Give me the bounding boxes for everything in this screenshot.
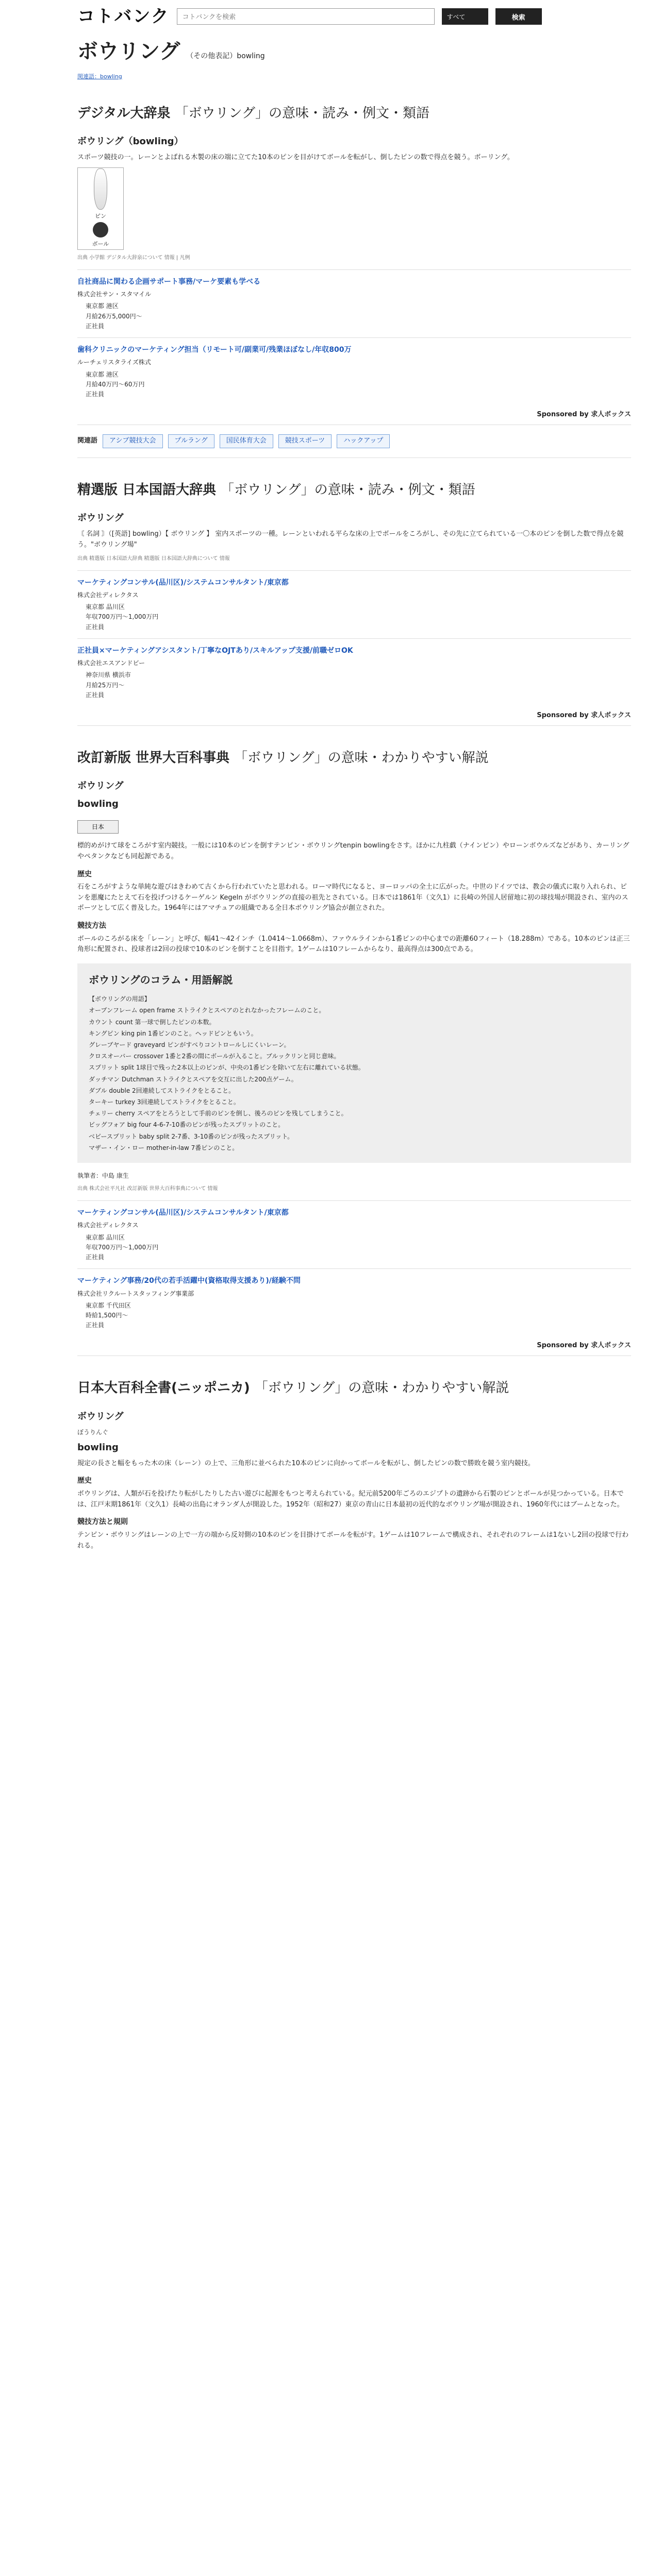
language-select[interactable]: 日本 (77, 820, 119, 834)
job-ad-detail: 東京都 品川区 (86, 1233, 125, 1241)
job-ad-detail: 年収700万円〜1,000万円 (86, 1243, 159, 1251)
job-ad-detail: 東京都 港区 (86, 302, 119, 310)
job-ad-company: 株式会社リクルートスタッフィング事業部 (77, 1290, 194, 1297)
ball-icon (93, 222, 108, 238)
job-ad-title[interactable]: マーケティング事務/20代の若手活躍中(資格取得支援あり)/経験不問 (77, 1277, 301, 1285)
dict-daijisen (77, 91, 631, 269)
headword-sub: bowling (77, 1442, 119, 1453)
glossary-item: 【ボウリングの用語】 (89, 995, 151, 1003)
section-heading: 歴史 (77, 1477, 92, 1485)
job-ad-detail: 月給25万円〜 (86, 681, 125, 689)
page-title-word: ボウリング (77, 39, 180, 63)
dict-heading (77, 470, 631, 506)
job-ad-company: ルーチェリスタライズ株式 (77, 359, 151, 366)
search-input[interactable] (177, 8, 435, 25)
page-title-reading: （その他表記）bowling (186, 52, 265, 60)
job-ad-company: 株式会社ディレクタス (77, 1222, 139, 1229)
job-ads (77, 1200, 631, 1336)
headword: ボウリング (77, 781, 124, 792)
glossary-item: オープンフレーム open frame ストライクとスペアのとれなかったフレームのこと。 (89, 1007, 325, 1014)
job-ad-detail: 正社員 (86, 691, 105, 699)
sponsor[interactable]: Sponsored by 求人ボックス (77, 405, 631, 425)
job-ad[interactable] (77, 1268, 631, 1336)
source: 出典 小学館 デジタル大辞泉について 情報 | 凡例 (77, 255, 190, 261)
intro: 標的めがけて球をころがす室内競技。一般には10本のピンを倒すテンピン・ボウリングtenpin bowlingをさす。ほかに九柱戯（ナインピン）やローンボウルズなどがあり、カーリングやペタンクなども同起源である。 (77, 841, 630, 860)
glossary-item: ターキー turkey 3回連続してストライクをとること。 (89, 1098, 240, 1106)
pin-icon (94, 168, 107, 210)
header (77, 0, 631, 33)
job-ad[interactable] (77, 337, 631, 405)
dict-name: デジタル大辞泉 (77, 105, 171, 121)
fig-label-pin: ピン (95, 212, 106, 219)
job-ad-detail: 正社員 (86, 1321, 105, 1329)
definition: 〘 名詞 〙（[英語] bowling）【 ボウリング 】 室内スポーツの一種。レーンといわれる平らな床の上でボールをころがし、その先に立てられている一〇本のピンを倒した数で得点を競う。"ボウリング場" (77, 530, 624, 549)
rules-text: ボールのころがる床を「レーン」と呼び、幅41〜42インチ（1.0414〜1.0668m）、ファウルラインから1番ピンの中心までの距離60フィート（18.288m）である。10本のピンは正三角形に配置され、投球者は2回の投球で10本のピンを倒すことを目指す。1ゲームは10フレームからなり、最高得点は300点である。 (77, 935, 630, 954)
dict-quote: 「ボウリング」の意味・読み・例文・類語 (175, 105, 429, 121)
job-ad-detail: 東京都 千代田区 (86, 1301, 131, 1309)
fig-label-ball: ボール (92, 240, 109, 247)
job-ad-detail: 月給40万円〜60万円 (86, 380, 145, 388)
job-ad-detail: 正社員 (86, 322, 105, 330)
glossary-title: ボウリングのコラム・用語解説 (89, 974, 233, 987)
dict-sekai (77, 726, 631, 1200)
headword-reading: ぼうりんぐ (77, 1428, 109, 1436)
related-tag[interactable]: ハックアップ (337, 434, 390, 448)
related-tag[interactable]: 競技スポーツ (278, 434, 332, 448)
dict-nipponica (77, 1356, 631, 1556)
related-tag[interactable]: 国民体育大会 (220, 434, 273, 448)
glossary-item: ベビースプリット baby split 2-7番、3-10番のピンが残ったスプリット。 (89, 1132, 294, 1140)
glossary-item: キングピン king pin 1番ピンのこと。ヘッドピンともいう。 (89, 1029, 257, 1037)
dict-quote: 「ボウリング」の意味・わかりやすい解説 (254, 1380, 509, 1396)
glossary-box (77, 963, 631, 1163)
job-ad-detail: 神奈川県 横浜市 (86, 671, 131, 679)
dict-name: 精選版 日本国語大辞典 (77, 482, 217, 498)
job-ad-detail: 正社員 (86, 1253, 105, 1261)
page-title (77, 35, 631, 68)
author: 執筆者：中島 康生 (77, 1172, 129, 1179)
definition: スポーツ競技の一。レーンとよばれる木製の床の端に立てた10本のピンを目がけてボールを転がし、倒したピンの数で得点を競う。ボーリング。 (77, 153, 514, 161)
job-ad[interactable] (77, 269, 631, 337)
dict-heading (77, 103, 631, 130)
intro: 規定の長さと幅をもった木の床（レーン）の上で、三角形に並べられた10本のピンに向かってボールを転がし、倒したピンの数で勝敗を競う室内競技。 (77, 1459, 535, 1467)
job-ad-company: 株式会社エスアンドビー (77, 659, 145, 667)
job-ad-title[interactable]: マーケティングコンサル(品川区)/システムコンサルタント/東京都 (77, 1209, 289, 1217)
dict-kokugo (77, 458, 631, 570)
glossary-item: スプリット split 1球目で残った2本以上のピンが、中央の1番ピンを除いて左右に離れている状態。 (89, 1064, 365, 1072)
dict-quote: 「ボウリング」の意味・読み・例文・類語 (221, 482, 475, 498)
glossary-item: ダブル double 2回連続してストライクをとること。 (89, 1087, 235, 1094)
source: 出典 精選版 日本国語大辞典 精選版 日本国語大辞典について 情報 (77, 555, 230, 562)
source: 出典 株式会社平凡社 改訂新版 世界大百科事典について 情報 (77, 1186, 218, 1192)
dict-heading (77, 738, 631, 774)
bowling-illustration (77, 167, 124, 250)
dict-heading (77, 1368, 631, 1404)
history-text: ボウリングは、人類が石を投げたり転がしたりした古い遊びに起源をもつと考えられている。紀元前5200年ごろのエジプトの遺跡から石製のピンとボールが見つかっている。日本では、江戸末期1861年（文久1）長崎の出島にオランダ人が開設した。1952年（昭和27）東京の青山に日本最初の近代的なボウリング場が開設され、1960年代にはブームとなった。 (77, 1489, 624, 1509)
job-ad-title[interactable]: 自社商品に関わる企画サポート事務/マーケ要素も学べる (77, 277, 261, 286)
history-text: 石をころがすような単純な遊びはきわめて古くから行われていたと思われる。ローマ時代になると、ヨーロッパの全土に広がった。中世のドイツでは、教会の儀式に取り入れられ、ピンを悪魔にたとえて石を投げつけるケーゲルン Kegeln がボウリングの直接の祖先とされている。日本では1861年（文久1）に長崎の外国人居留地に初の球技場が開設され、室内のスポーツとして広く普及した。1964年にはアマチュアの組織である全日本ボウリング協会が創立された。 (77, 883, 628, 912)
search-button[interactable]: 検索 (495, 8, 542, 25)
job-ad-title[interactable]: マーケティングコンサル(品川区)/システムコンサルタント/東京都 (77, 578, 289, 587)
dict-name: 改訂新版 世界大百科事典 (77, 750, 230, 766)
job-ad[interactable] (77, 1200, 631, 1268)
job-ad[interactable] (77, 570, 631, 638)
glossary-item: カウント count 第一球で倒したピンの本数。 (89, 1018, 216, 1026)
job-ad-detail: 東京都 品川区 (86, 603, 125, 611)
job-ad-title[interactable]: 正社員×マーケティングアシスタント/丁寧なOJTあり/スキルアップ支援/前職ゼロOK (77, 646, 353, 655)
glossary-item: ビッグフォア big four 4-6-7-10番のピンが残ったスプリットのこと。 (89, 1121, 285, 1129)
job-ad-detail: 月給26万5,000円〜 (86, 312, 142, 320)
job-ad-detail: 時給1,500円〜 (86, 1311, 128, 1319)
rules-text: テンピン・ボウリングはレーンの上で一方の端から反対側の10本のピンを目掛けてボールを転がす。1ゲームは10フレームで構成され、それぞれのフレームは1ないし2回の投球で行われる。 (77, 1531, 629, 1550)
search-scope-select[interactable]: すべて (442, 8, 488, 25)
job-ad-title[interactable]: 歯科クリニックのマーケティング担当（リモート可/副業可/残業ほぼなし/年収800万 (77, 345, 352, 354)
headword: ボウリング（bowling） (77, 136, 184, 147)
job-ad-company: 株式会社サン・スタマイル (77, 291, 152, 298)
job-ads (77, 269, 631, 405)
breadcrumb[interactable]: 関連語：bowling (77, 73, 122, 80)
glossary-item: ダッチマン Dutchman ストライクとスペアを交互に出した200点ゲーム。 (89, 1075, 297, 1083)
related-tag[interactable]: プルラング (168, 434, 214, 448)
glossary-item: クロスオーバー crossover 1番と2番の間にボールが入ること。ブルックリンと同じ意味。 (89, 1053, 340, 1060)
related-tags-label: 関連語 (77, 436, 98, 445)
job-ad[interactable] (77, 638, 631, 706)
job-ad-detail: 正社員 (86, 390, 105, 398)
section-heading: 競技方法 (77, 922, 106, 930)
sponsor[interactable]: Sponsored by 求人ボックス (77, 706, 631, 726)
section-heading: 歴史 (77, 870, 92, 878)
glossary-item: チェリー cherry スペアをとろうとして手前のピンを倒し、後ろのピンを残してしまうこと。 (89, 1110, 347, 1117)
sponsor[interactable]: Sponsored by 求人ボックス (77, 1336, 631, 1356)
section-heading: 競技方法と規則 (77, 1518, 128, 1527)
headword-sub: bowling (77, 799, 119, 810)
job-ad-detail: 年収700万円〜1,000万円 (86, 613, 159, 621)
job-ads (77, 570, 631, 706)
dict-name: 日本大百科全書(ニッポニカ) (77, 1380, 250, 1396)
headword: ボウリング (77, 513, 124, 524)
related-tag[interactable]: アシブ競技大会 (103, 434, 162, 448)
site-logo[interactable]: コトバンク (77, 6, 170, 27)
related-tags (77, 425, 631, 458)
dict-quote: 「ボウリング」の意味・わかりやすい解説 (234, 750, 489, 766)
glossary-list (89, 994, 620, 1153)
job-ad-detail: 東京都 港区 (86, 370, 119, 378)
headword: ボウリング (77, 1411, 124, 1422)
glossary-item: マザー・イン・ロー mother-in-law 7番ピンのこと。 (89, 1144, 239, 1151)
job-ad-detail: 正社員 (86, 623, 105, 631)
job-ad-company: 株式会社ディレクタス (77, 591, 139, 599)
glossary-item: グレーブヤード graveyard ピンがすべりコントロールしにくいレーン。 (89, 1041, 290, 1049)
